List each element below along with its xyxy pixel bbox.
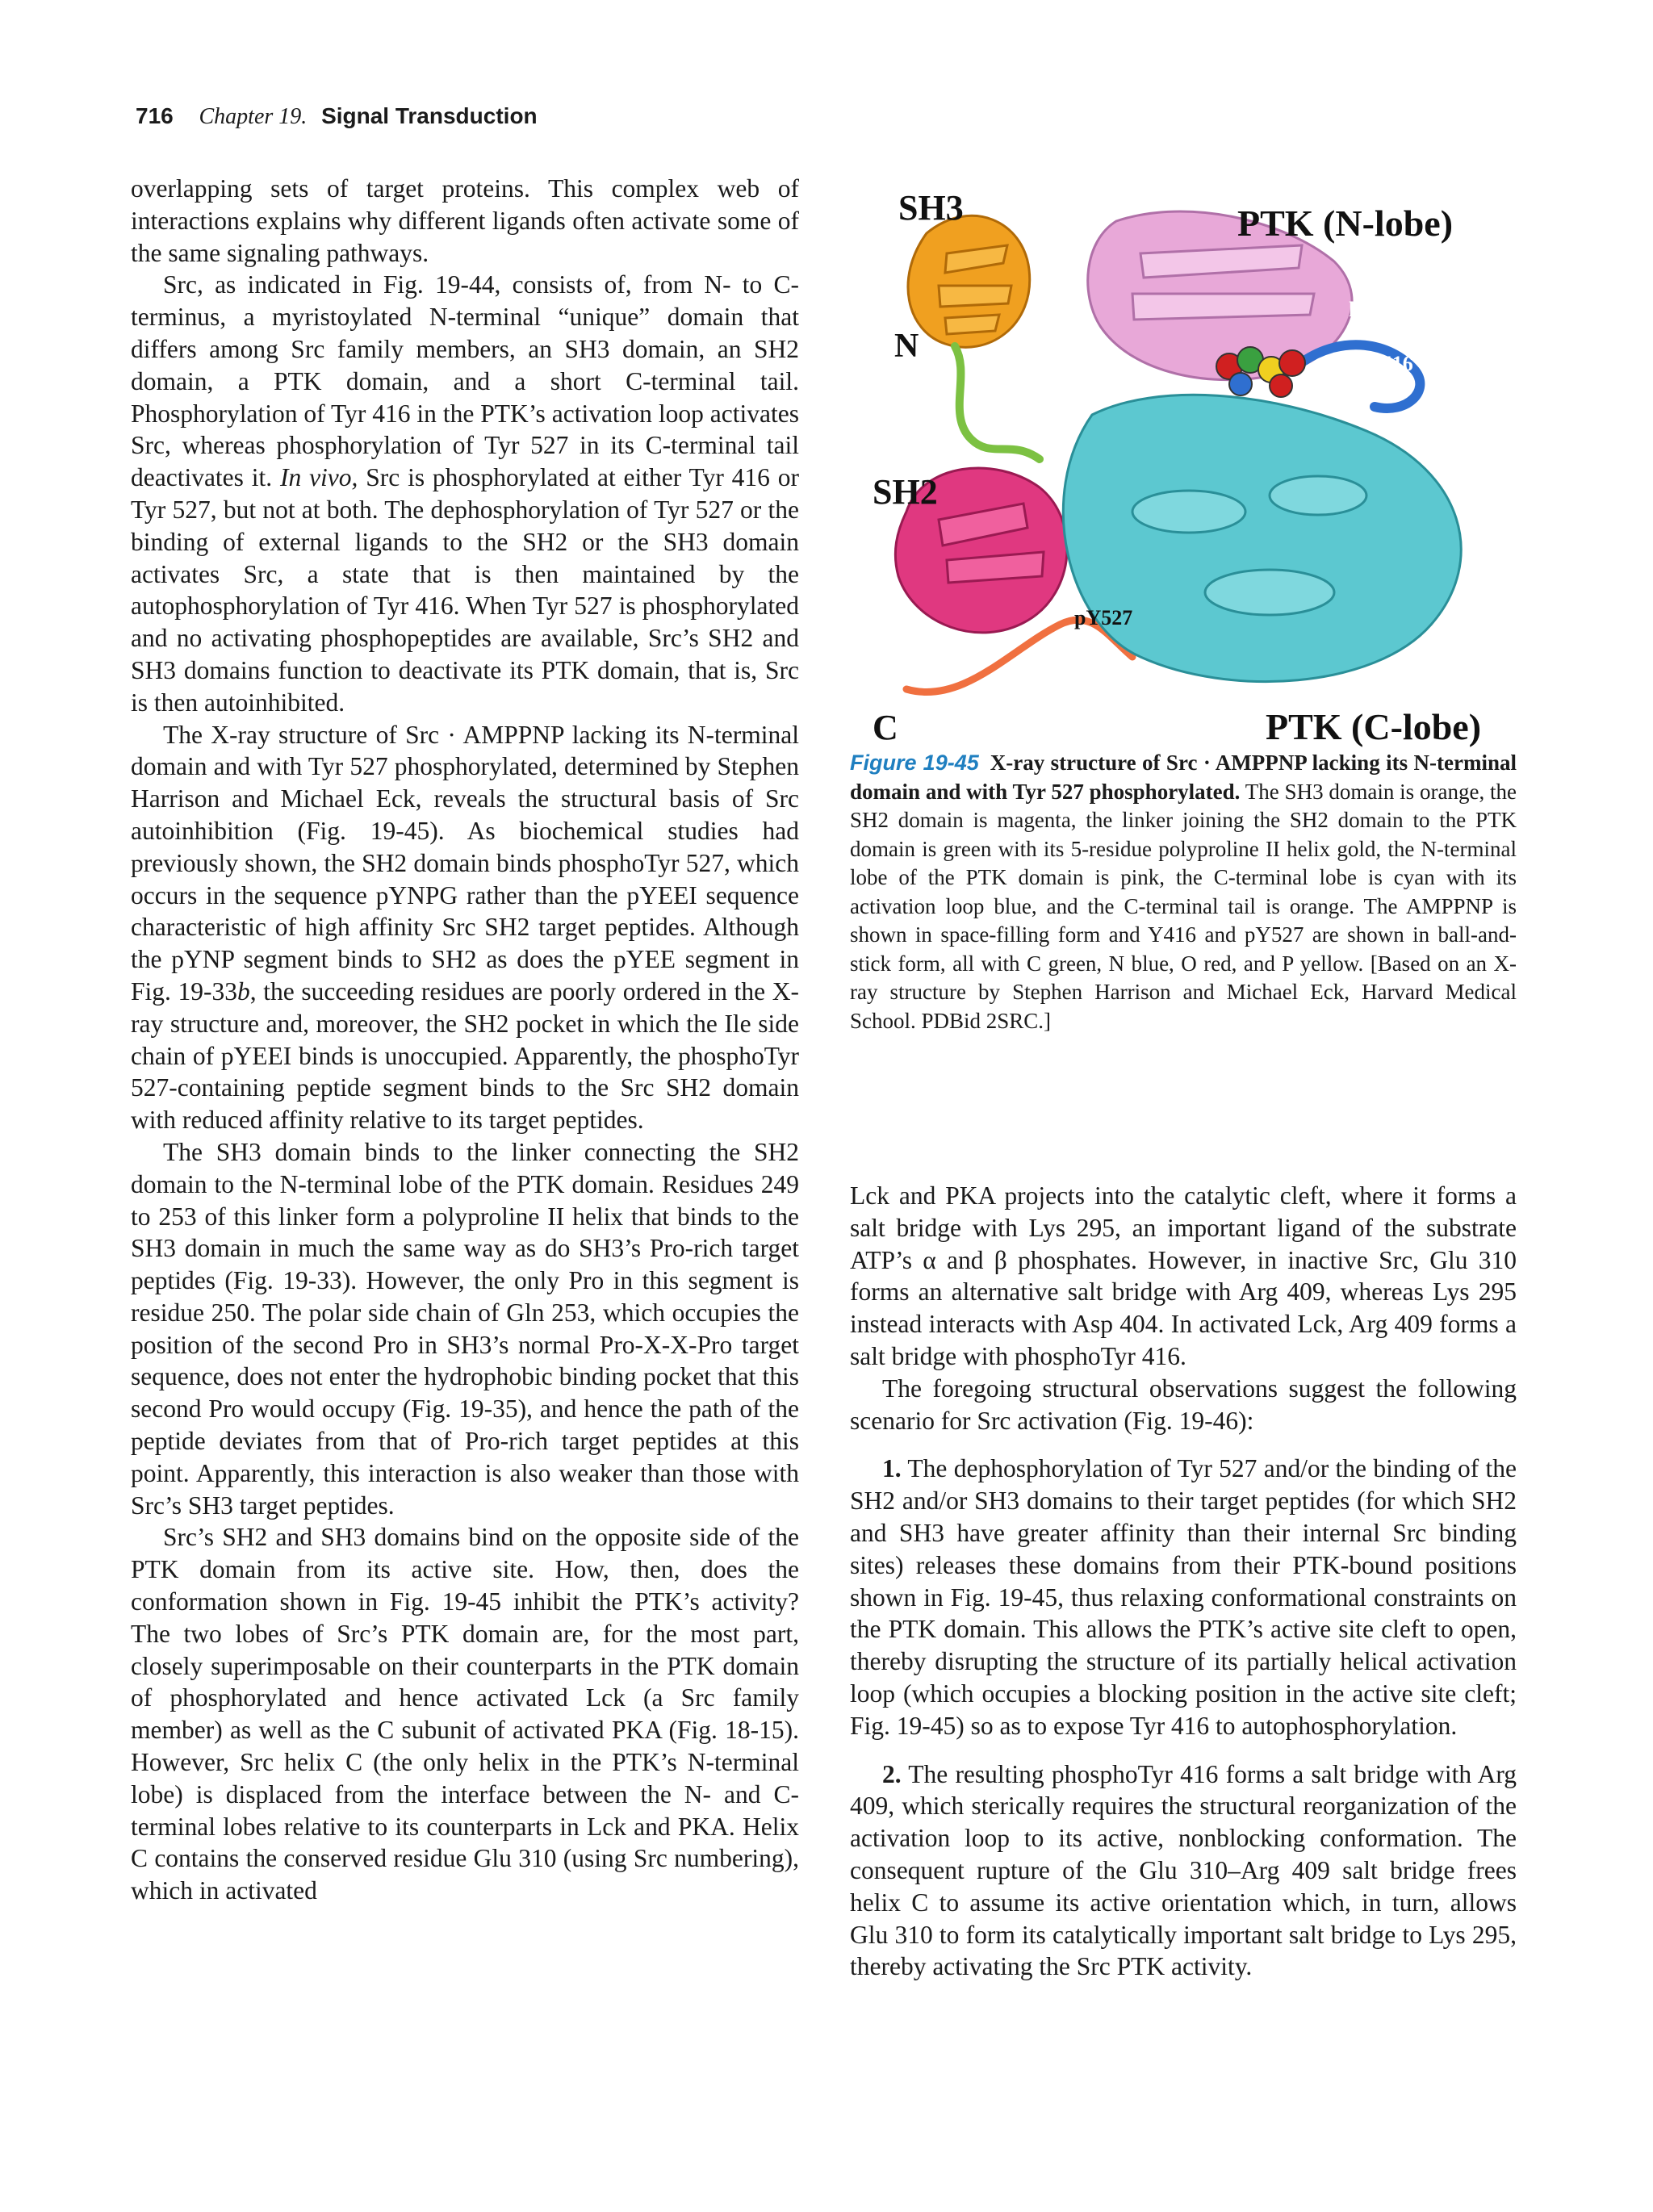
sh3-domain xyxy=(908,215,1030,347)
label-ptk-c-lobe: PTK (C-lobe) xyxy=(1266,706,1482,747)
caption-text: The SH3 domain is orange, the SH2 domain is magenta, the linker joining the SH2 domain to the PTK domain is green with its 5-residue polyproline II helix gold, the N-terminal lobe of the PTK domain is pink, the C-terminal lobe is cyan with its activation loop blue, and the C-terminal tail is orange. The AMPPNP is shown in space-filling form and Y416 and pY527 are shown in ball-and-stick form, all with C green, N blue, O red, and P yellow. [Based on an X-ray structure by Stephen Harrison and Michael Eck, Harvard Medical School. PDBid 2SRC.] xyxy=(850,779,1517,1033)
linker xyxy=(955,346,1040,459)
label-sh3: SH3 xyxy=(898,188,964,228)
figure-19-45 xyxy=(850,173,1517,751)
label-py527: pY527 xyxy=(1074,606,1133,629)
left-column xyxy=(131,173,799,1907)
figure-label: Figure 19-45 xyxy=(850,751,979,775)
paragraph: Src’s SH2 and SH3 domains bind on the opposite side of the PTK domain from its active site. How, then, does the conformation shown in Fig. 19-45 inhibit the PTK’s activity? The two lobes of Src’s PTK domain are, for the most part, closely superimposable on their counterparts in the PTK domain of phosphorylated and hence activated Lck (a Src family member) as well as the C subunit of activated PKA (Fig. 18-15). However, Src helix C (the only helix in the PTK’s N-terminal lobe) is displaced from the interface between the N- and C-terminal lobes relative to its counterparts in Lck and PKA. Helix C contains the conserved residue Glu 310 (using Src numbering), which in activated xyxy=(131,1523,799,1905)
page-number: 716 xyxy=(136,103,174,128)
caption-title: X-ray structure of Src · AMPPNP lacking its N-terminal domain and with Tyr 527 phosphorylated. xyxy=(850,751,1517,804)
chapter-label: Chapter 19. xyxy=(199,104,308,129)
paragraph: The SH3 domain binds to the linker connecting the SH2 domain to the N-terminal lobe of the PTK domain. Residues 249 to 253 of this linker form a polyproline II helix that binds to the SH3 domain in much the same way as do SH3’s Pro-rich target peptides (Fig. 19-33). However, the only Pro in this segment is residue 250. The polar side chain of Gln 253, which occupies the position of the second Pro in SH3’s normal Pro-X-X-Pro target sequence, does not enter the hydrophobic binding pocket that this second Pro would occupy (Fig. 19-35), and hence the path of the peptide deviates from that of Pro-rich target peptides at this point. Apparently, this interaction is also weaker than those with Src’s SH3 target peptides. xyxy=(131,1137,799,1520)
label-c-terminus: C xyxy=(873,708,898,747)
amppnp-ligand xyxy=(1216,347,1305,397)
label-ptk-n-lobe: PTK (N-lobe) xyxy=(1237,203,1454,244)
figure-caption xyxy=(850,749,1517,1035)
list-item: 2. The resulting phosphoTyr 416 forms a salt bridge with Arg 409, which sterically requires the structural reorganization of the activation loop to its active, nonblocking conformation. The consequent rupture of the Glu 310–Arg 409 salt bridge frees helix C to assume its active orientation which, in turn, allows Glu 310 to form its catalytically important salt bridge to Lys 295, thereby activating the Src PTK activity. xyxy=(850,1759,1517,1981)
paragraph: Lck and PKA projects into the catalytic cleft, where it forms a salt bridge with Lys 295, an important ligand of the substrate ATP’s α and β phosphates. However, in inactive Src, Glu 310 forms an alternative salt bridge with Arg 409, whereas Lys 295 instead interacts with Asp 404. In activated Lck, Arg 409 forms a salt bridge with phosphoTyr 416. xyxy=(850,1181,1517,1370)
ptk-c-lobe xyxy=(1063,395,1461,681)
right-column xyxy=(850,1180,1517,1983)
paragraph: The X-ray structure of Src · AMPPNP lacking its N-terminal domain and with Tyr 527 phosphorylated, determined by Stephen Harrison and Michael Eck, reveals the structural basis of Src autoinhibition (Fig. 19-45). As biochemical studies had previously shown, the SH2 domain binds phosphoTyr 527, which occurs in the sequence pYNPG rather than the pYEEI sequence characteristic of high affinity Src SH2 target peptides. Although the pYNP segment binds to SH2 as does the pYEE segment in Fig. 19-33b, the succeeding residues are poorly ordered in the X-ray structure and, moreover, the SH2 pocket in which the Ile side chain of pYEEI binds is unoccupied. Apparently, the phosphoTyr 527-containing peptide segment binds to the Src SH2 domain with reduced affinity relative to its target peptides. xyxy=(131,720,799,1135)
label-n-terminus: N xyxy=(894,328,919,365)
section-title: Signal Transduction xyxy=(321,103,538,128)
src-structure-illustration xyxy=(850,173,1517,751)
label-sh2: SH2 xyxy=(873,472,938,512)
label-helix-c: helix C xyxy=(1349,298,1412,321)
paragraph: The foregoing structural observations suggest the following scenario for Src activation (Fig. 19-46): xyxy=(850,1374,1517,1435)
label-y416: Y416 xyxy=(1366,352,1413,375)
running-head xyxy=(136,103,538,130)
paragraph: Src, as indicated in Fig. 19-44, consists of, from N- to C-terminus, a myristoylated N-terminal “unique” domain that differs among Src family members, an SH3 domain, an SH2 domain, a PTK domain, and a short C-terminal tail. Phosphorylation of Tyr 416 in the PTK’s activation loop activates Src, whereas phosphorylation of Tyr 527 in its C-terminal tail deactivates it. In vivo, Src is phosphorylated at either Tyr 416 or Tyr 527, but not at both. The dephosphorylation of Tyr 527 or the binding of external ligands to the SH2 or the SH3 domain activates Src, a state that is then maintained by the autophosphorylation of Tyr 416. When Tyr 527 is phosphorylated and no activating phosphopeptides are available, Src’s SH2 and SH3 domains function to deactivate its PTK domain, that is, Src is then autoinhibited. xyxy=(131,270,799,717)
list-item: 1. The dephosphorylation of Tyr 527 and/or the binding of the SH2 and/or SH3 domains to their target peptides (for which SH2 and SH3 have greater affinity than their internal Src binding sites) releases these domains from their PTK-bound positions shown in Fig. 19-45, thus relaxing conformational constraints on the PTK domain. This allows the PTK’s active site cleft to open, thereby disrupting the structure of its partially helical activation loop (which occupies a blocking position in the active site cleft; Fig. 19-45) so as to expose Tyr 416 to autophosphorylation. xyxy=(850,1454,1517,1740)
paragraph: overlapping sets of target proteins. This complex web of interactions explains why different ligands often activate some of the same signaling pathways. xyxy=(131,174,799,267)
c-terminal-tail xyxy=(906,620,1132,692)
